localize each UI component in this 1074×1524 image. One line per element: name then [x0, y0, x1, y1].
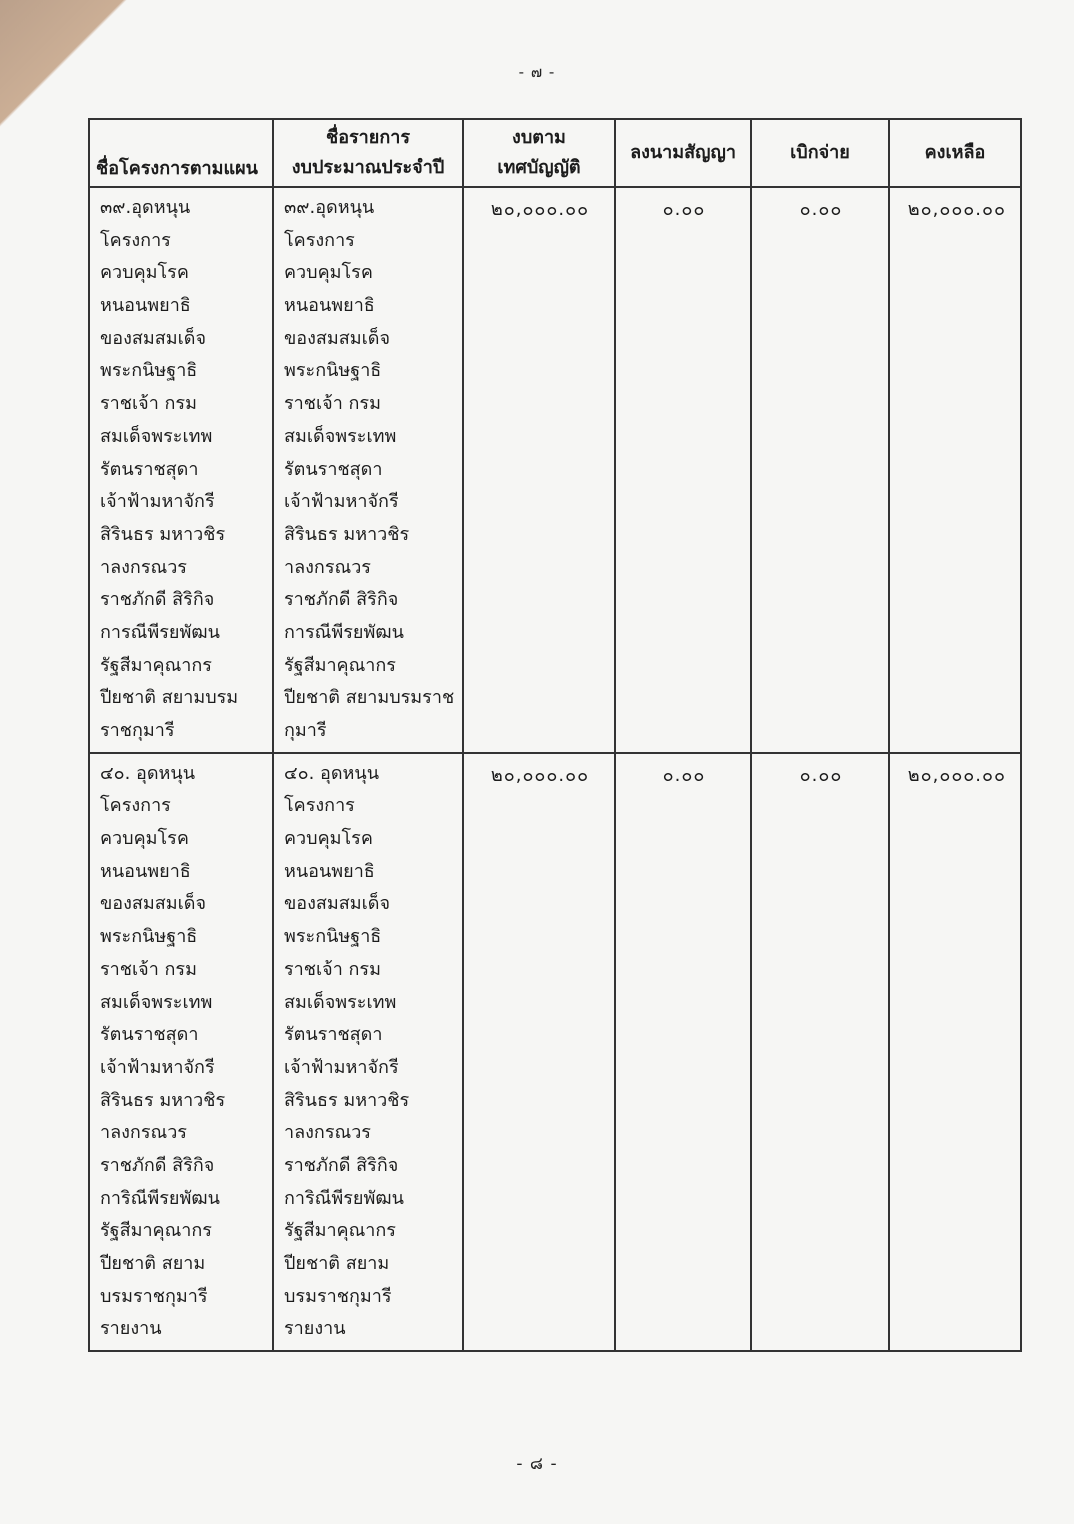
project-name-cell-line: พระกนิษฐาธิ — [100, 360, 198, 382]
contract-cell: ๐.๐๐ — [615, 753, 751, 1351]
project-name-cell-line: เจ้าฟ้ามหาจักรี — [100, 1056, 215, 1078]
project-name-cell-line: การิณีพีรยพัฒน — [100, 1187, 220, 1209]
budget-item-cell-line: ราชภักดี สิริกิจ — [284, 589, 399, 611]
project-name-cell — [89, 187, 273, 753]
project-name-cell-line: หนอนพยาธิ — [100, 295, 191, 317]
table-header-row — [89, 119, 1021, 187]
budget-item-cell — [273, 753, 463, 1351]
budget-item-cell-line: การณีพีรยพัฒน — [284, 621, 404, 643]
budget-item-cell-line: พระกนิษฐาธิ — [284, 360, 382, 382]
page-number-footer: - ๘ - — [516, 1454, 558, 1474]
remaining-cell: ๒๐,๐๐๐.๐๐ — [889, 753, 1021, 1351]
project-name-cell-line: พระกนิษฐาธิ — [100, 926, 198, 948]
disbursed-cell: ๐.๐๐ — [751, 187, 889, 753]
project-name-cell-line: รัตนราชสุดา — [100, 458, 199, 480]
project-name-cell-line: การณีพีรยพัฒน — [100, 621, 220, 643]
budget-item-cell-line: สมเด็จพระเทพ — [284, 425, 397, 447]
project-name-cell-line: ของสมสมเด็จ — [100, 893, 206, 915]
budget-item-cell-line: ๓๙.อุดหนุน — [284, 197, 375, 218]
header-budget-item-line1: ชื่อรายการ — [325, 127, 411, 148]
project-name-cell-line: ควบคุมโรค — [100, 828, 189, 850]
header-allocation-line1: งบตาม — [512, 127, 566, 148]
project-name-cell-line: รัตนราชสุดา — [100, 1024, 199, 1046]
project-name-cell-line: เจ้าฟ้ามหาจักรี — [100, 491, 215, 513]
budget-item-cell-line: าลงกรณวร — [284, 556, 371, 578]
header-budget-item — [273, 119, 463, 187]
budget-item-cell-line: หนอนพยาธิ — [284, 860, 375, 882]
budget-item-cell-line: สมเด็จพระเทพ — [284, 991, 397, 1013]
project-name-cell-line: ปียชาติ สยาม — [100, 1253, 206, 1274]
budget-item-cell-line: สิรินธร มหาวชิร — [284, 1089, 410, 1111]
budget-item-cell-line: รัฐสีมาคุณากร — [284, 654, 396, 676]
project-name-cell-line: หนอนพยาธิ — [100, 860, 191, 882]
project-name-cell-line: สมเด็จพระเทพ — [100, 425, 213, 447]
project-name-cell-line: ๔๐. อุดหนุน — [100, 762, 196, 784]
budget-item-cell-line: พระกนิษฐาธิ — [284, 926, 382, 948]
project-name-cell-line: บรมราชกุมารี — [100, 1285, 208, 1307]
budget-table — [88, 118, 1022, 1352]
allocation-cell: ๒๐,๐๐๐.๐๐ — [463, 187, 615, 753]
budget-item-cell-line: หนอนพยาธิ — [284, 295, 375, 317]
project-name-cell-line: ปียชาติ สยามบรม — [100, 687, 239, 709]
header-budget-item-line2: งบประมาณประจำปี — [291, 157, 445, 178]
budget-item-cell-line: ราชเจ้า กรม — [284, 393, 381, 415]
table-row — [89, 753, 1021, 1351]
budget-table-container — [88, 118, 1020, 1352]
budget-item-cell-line: โครงการ — [284, 229, 355, 251]
project-name-cell-line: สิรินธร มหาวชิร — [100, 523, 226, 545]
header-contract: ลงนามสัญญา — [615, 119, 751, 187]
budget-item-cell-line: ควบคุมโรค — [284, 262, 373, 284]
budget-item-cell-line: บรมราชกุมารี — [284, 1285, 392, 1307]
header-disbursed: เบิกจ่าย — [751, 119, 889, 187]
project-name-cell-line: าลงกรณวร — [100, 1122, 187, 1144]
budget-item-cell-line: ราชเจ้า กรม — [284, 958, 381, 980]
budget-item-cell-line: ราชภักดี สิริกิจ — [284, 1154, 399, 1176]
budget-item-cell-line: ของสมสมเด็จ — [284, 327, 390, 349]
allocation-cell: ๒๐,๐๐๐.๐๐ — [463, 753, 615, 1351]
budget-item-cell-line: เจ้าฟ้ามหาจักรี — [284, 1056, 399, 1078]
budget-item-cell-line: รายงาน — [284, 1318, 346, 1340]
table-row — [89, 187, 1021, 753]
project-name-cell-line: ราชภักดี สิริกิจ — [100, 1154, 215, 1176]
header-remaining: คงเหลือ — [889, 119, 1021, 187]
project-name-cell-line: ราชเจ้า กรม — [100, 393, 197, 415]
budget-item-cell-line: ควบคุมโรค — [284, 828, 373, 850]
page-number-header: - ๗ - — [518, 63, 556, 81]
budget-item-cell-line: สิรินธร มหาวชิร — [284, 523, 410, 545]
budget-item-cell-line: การิณีพีรยพัฒน — [284, 1187, 404, 1209]
project-name-cell-line: รายงาน — [100, 1318, 162, 1340]
budget-item-cell-line: ปียชาติ สยามบรมราช — [284, 687, 455, 709]
header-allocation-line2: เทศบัญญัติ — [497, 157, 581, 178]
project-name-cell-line: ควบคุมโรค — [100, 262, 189, 284]
project-name-cell-line: โครงการ — [100, 795, 171, 817]
project-name-cell-line: ราชกุมารี — [100, 720, 175, 741]
project-name-cell — [89, 753, 273, 1351]
budget-item-cell — [273, 187, 463, 753]
project-name-cell-line: ราชเจ้า กรม — [100, 958, 197, 980]
budget-item-cell-line: รัตนราชสุดา — [284, 458, 383, 480]
project-name-cell-line: สิรินธร มหาวชิร — [100, 1089, 226, 1111]
project-name-cell-line: สมเด็จพระเทพ — [100, 991, 213, 1013]
project-name-cell-line: าลงกรณวร — [100, 556, 187, 578]
project-name-cell-line: ๓๙.อุดหนุน — [100, 197, 191, 218]
budget-item-cell-line: ปียชาติ สยาม — [284, 1253, 390, 1274]
budget-item-cell-line: าลงกรณวร — [284, 1122, 371, 1144]
contract-cell: ๐.๐๐ — [615, 187, 751, 753]
disbursed-cell: ๐.๐๐ — [751, 753, 889, 1351]
header-allocation — [463, 119, 615, 187]
budget-item-cell-line: โครงการ — [284, 795, 355, 817]
budget-item-cell-line: เจ้าฟ้ามหาจักรี — [284, 491, 399, 513]
project-name-cell-line: รัฐสีมาคุณากร — [100, 654, 212, 676]
budget-item-cell-line: ของสมสมเด็จ — [284, 893, 390, 915]
project-name-cell-line: ของสมสมเด็จ — [100, 327, 206, 349]
header-project: ชื่อโครงการตามแผน — [89, 119, 273, 187]
project-name-cell-line: รัฐสีมาคุณากร — [100, 1220, 212, 1242]
budget-item-cell-line: รัฐสีมาคุณากร — [284, 1220, 396, 1242]
project-name-cell-line: ราชภักดี สิริกิจ — [100, 589, 215, 611]
remaining-cell: ๒๐,๐๐๐.๐๐ — [889, 187, 1021, 753]
budget-item-cell-line: กุมารี — [284, 720, 327, 741]
budget-item-cell-line: ๔๐. อุดหนุน — [284, 762, 380, 784]
budget-item-cell-line: รัตนราชสุดา — [284, 1024, 383, 1046]
project-name-cell-line: โครงการ — [100, 229, 171, 251]
